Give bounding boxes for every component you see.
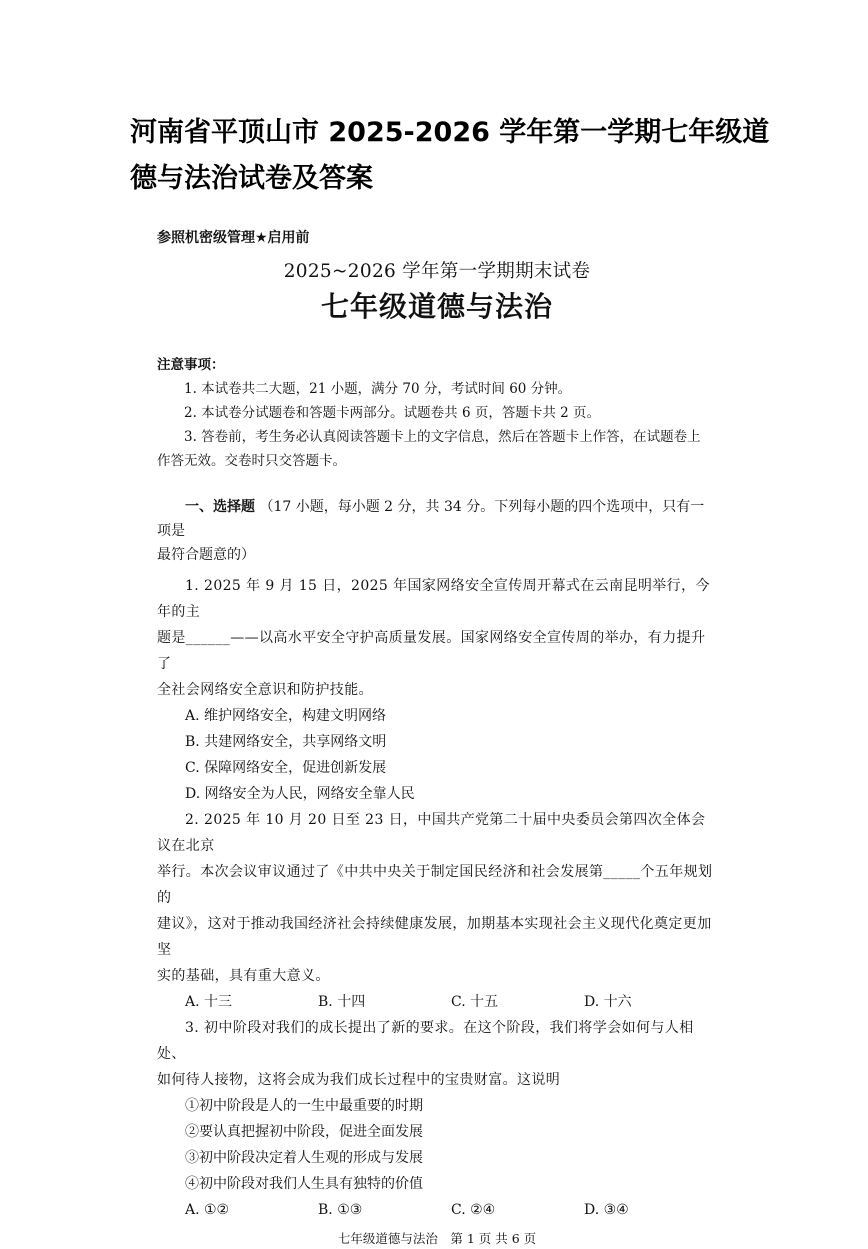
question-stem: 2. 2025 年 10 月 20 日至 23 日，中国共产党第二十届中央委员会第四次全体会议在北京	[157, 812, 706, 854]
option-d: D. 十六	[584, 994, 632, 1010]
notice-item: 2. 本试卷分试题卷和答题卡两部分。试题卷共 6 页，答题卡共 2 页。	[184, 405, 601, 421]
notice-heading: 注意事项：	[157, 357, 225, 373]
section-description: 最符合题意的）	[157, 547, 255, 563]
option-d: D. ③④	[584, 1202, 629, 1218]
section-heading	[157, 495, 717, 567]
question-3	[157, 1015, 717, 1223]
notice-item: 3. 答卷前，考生务必认真阅读答题卡上的文字信息，然后在答题卡上作答，在试题卷上	[184, 429, 701, 445]
exam-paper	[157, 226, 717, 1249]
question-stem: 1. 2025 年 9 月 15 日，2025 年国家网络安全宣传周开幕式在云南昆明举行，今年的主	[157, 578, 710, 620]
question-stem: 建议》，这对于推动我国经济社会持续健康发展，加期基本实现社会主义现代化奠定更加坚	[157, 916, 712, 958]
section-description: （17 小题，每小题 2 分，共 34 分。下列每小题的四个选项中，只有一项是	[157, 499, 705, 539]
option-d: D. 网络安全为人民，网络安全靠人民	[185, 786, 415, 802]
question-2	[157, 807, 717, 1015]
confidential-label: 参照机密级管理★启用前	[157, 230, 310, 246]
notice-item: 作答无效。交卷时只交答题卡。	[157, 453, 346, 469]
option-b: B. 共建网络安全，共享网络文明	[185, 734, 387, 750]
question-stem: 3. 初中阶段对我们的成长提出了新的要求。在这个阶段，我们将学会如何与人相处、	[157, 1020, 694, 1062]
options-row	[157, 1197, 717, 1223]
statement: ④初中阶段对我们人生具有独特的价值	[185, 1176, 423, 1192]
section-title: 一、选择题	[185, 499, 255, 515]
option-c: C. ②④	[451, 1202, 496, 1218]
page-footer: 七年级道德与法治 第 1 页 共 6 页	[337, 1231, 537, 1246]
option-b: B. ①③	[318, 1202, 363, 1218]
question-stem: 题是______——以高水平安全守护高质量发展。国家网络安全宣传周的举办，有力提升了	[157, 630, 706, 672]
question-stem: 全社会网络安全意识和防护技能。	[157, 682, 373, 698]
statement: ②要认真把握初中阶段，促进全面发展	[185, 1124, 423, 1140]
option-c: C. 保障网络安全，促进创新发展	[185, 760, 387, 776]
question-1	[157, 573, 717, 807]
option-a: A. 十三	[185, 994, 233, 1010]
options-row	[157, 989, 717, 1015]
statement: ③初中阶段决定着人生观的形成与发展	[185, 1150, 423, 1166]
option-a: A. ①②	[185, 1202, 230, 1218]
notice-item: 1. 本试卷共二大题，21 小题，满分 70 分，考试时间 60 分钟。	[184, 381, 572, 397]
question-stem: 如何待人接物，这将会成为我们成长过程中的宝贵财富。这说明	[157, 1072, 561, 1088]
question-stem: 举行。本次会议审议通过了《中共中央关于制定国民经济和社会发展第_____个五年规划的	[157, 864, 713, 906]
question-stem: 实的基础，具有重大意义。	[157, 968, 330, 984]
exam-term: 2025~2026 学年第一学期期末试卷	[283, 261, 591, 282]
statement: ①初中阶段是人的一生中最重要的时期	[185, 1098, 423, 1114]
document-title: 河南省平顶山市 2025-2026 学年第一学期七年级道德与法治试卷及答案	[130, 117, 770, 194]
exam-subject: 七年级道德与法治	[320, 290, 553, 323]
option-c: C. 十五	[451, 994, 499, 1010]
option-b: B. 十四	[318, 994, 366, 1010]
option-a: A. 维护网络安全，构建文明网络	[185, 708, 387, 724]
notice-block	[157, 353, 717, 473]
